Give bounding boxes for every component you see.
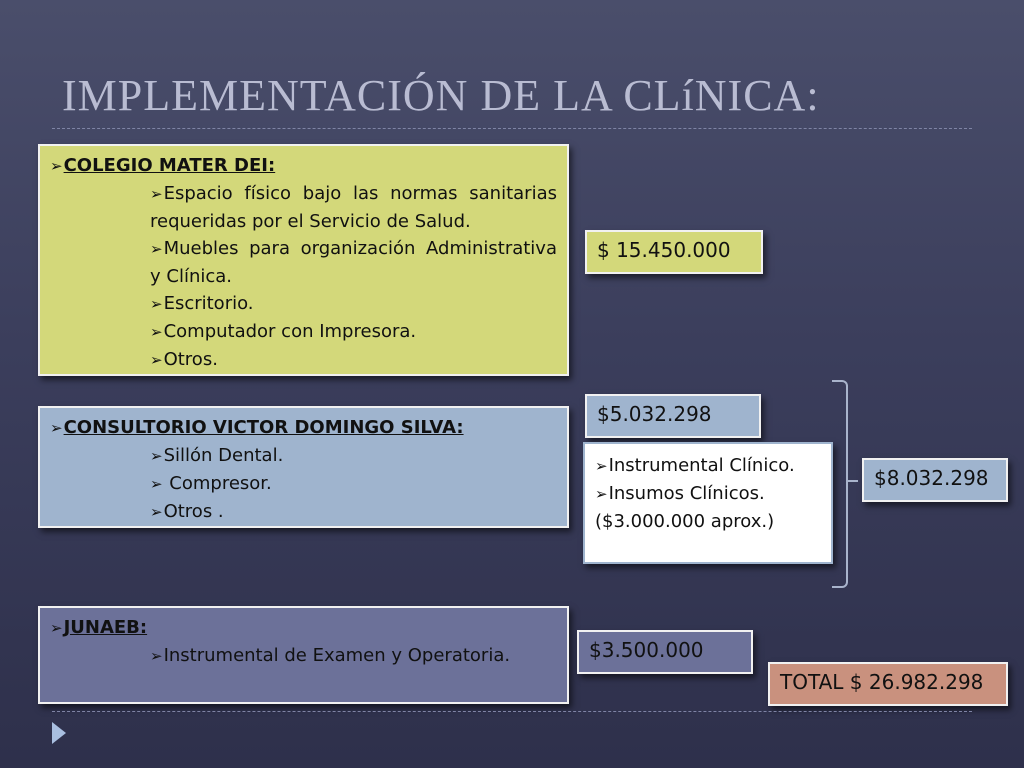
grouping-bracket-tick (846, 480, 858, 482)
arrow-bullet-icon: ➢ (150, 503, 163, 521)
arrow-bullet-icon: ➢ (50, 619, 63, 637)
consultorio-item: ➢ Compresor. (150, 473, 272, 494)
consultorio-item: ➢Otros . (150, 501, 224, 522)
junaeb-heading: ➢JUNAEB: (50, 617, 148, 638)
consultorio-extra-note: ($3.000.000 aprox.) (595, 511, 775, 532)
junaeb-box (38, 606, 569, 704)
arrow-bullet-icon: ➢ (595, 457, 608, 475)
arrow-bullet-icon: ➢ (150, 240, 163, 258)
consultorio-subtotal: $8.032.298 (862, 458, 1008, 502)
arrow-bullet-icon: ➢ (150, 295, 163, 313)
top-divider (52, 128, 972, 129)
consultorio-amount: $5.032.298 (585, 394, 761, 438)
bottom-divider (52, 711, 972, 712)
grouping-bracket (832, 380, 848, 588)
colegio-item: ➢Escritorio. (150, 293, 254, 314)
consultorio-heading: ➢CONSULTORIO VICTOR DOMINGO SILVA: (50, 417, 464, 438)
play-arrow-icon[interactable] (52, 722, 66, 744)
junaeb-item: ➢Instrumental de Examen y Operatoria. (150, 645, 511, 666)
junaeb-amount: $3.500.000 (577, 630, 753, 674)
consultorio-item: ➢Sillón Dental. (150, 445, 284, 466)
slide-title: IMPLEMENTACIÓN DE LA CLíNICA: (62, 71, 820, 120)
total-amount: TOTAL $ 26.982.298 (768, 662, 1008, 706)
consultorio-extra-item: ➢Insumos Clínicos. (595, 483, 765, 504)
colegio-item: ➢Muebles para organización Administrativa y Clínica. (150, 238, 557, 287)
arrow-bullet-icon: ➢ (150, 647, 163, 665)
colegio-item: ➢Otros. (150, 349, 218, 370)
colegio-item: ➢Espacio físico bajo las normas sanitarias requeridas por el Servicio de Salud. (150, 183, 557, 232)
colegio-box (38, 144, 569, 376)
consultorio-extras-box (583, 442, 833, 564)
consultorio-extra-item: ➢Instrumental Clínico. (595, 455, 795, 476)
colegio-item: ➢Computador con Impresora. (150, 321, 417, 342)
arrow-bullet-icon: ➢ (150, 447, 163, 465)
arrow-bullet-icon: ➢ (150, 323, 163, 341)
consultorio-box (38, 406, 569, 528)
arrow-bullet-icon: ➢ (50, 157, 63, 175)
colegio-amount: $ 15.450.000 (585, 230, 763, 274)
arrow-bullet-icon: ➢ (150, 475, 163, 493)
arrow-bullet-icon: ➢ (150, 185, 163, 203)
arrow-bullet-icon: ➢ (50, 419, 63, 437)
arrow-bullet-icon: ➢ (595, 485, 608, 503)
colegio-heading: ➢COLEGIO MATER DEI: (50, 155, 276, 176)
arrow-bullet-icon: ➢ (150, 351, 163, 369)
